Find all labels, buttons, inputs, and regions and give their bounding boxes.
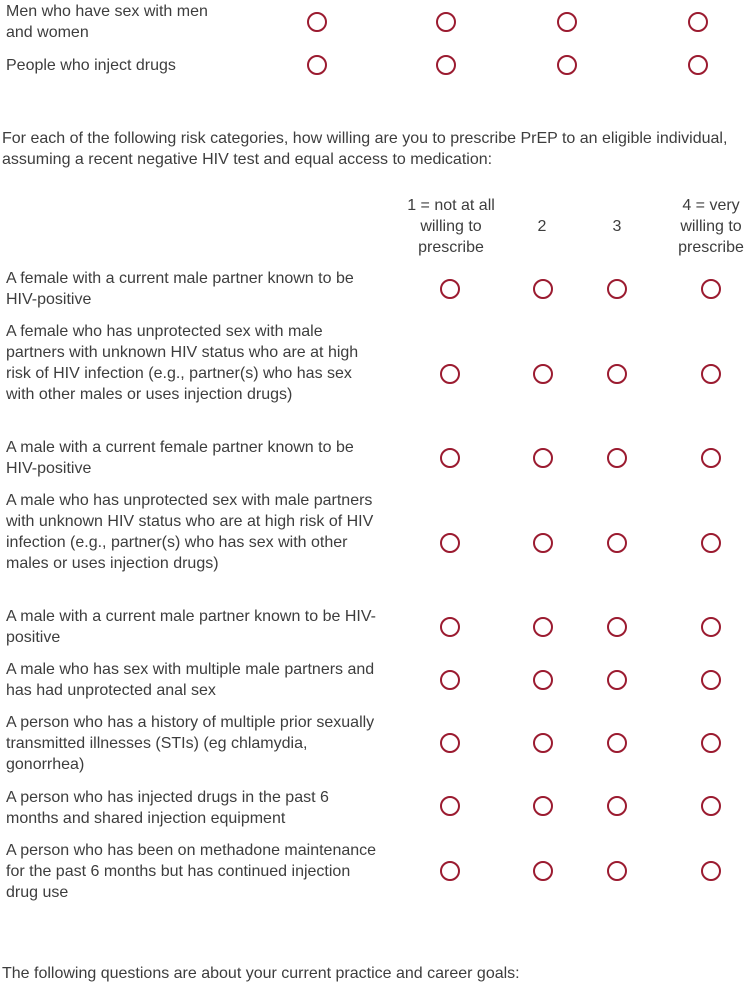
scale-header-3: 3 (612, 218, 622, 235)
willingness-row-9-option-1-radio[interactable] (440, 861, 460, 881)
prev-row-1-option-1-radio[interactable] (307, 12, 327, 32)
willingness-row-6-option-2-radio[interactable] (533, 670, 553, 690)
willingness-row-label-5: A male with a current male partner known to be HIV-positive (6, 608, 376, 646)
scale-header-1: 1 = not at all willing to prescribe (407, 197, 495, 256)
willingness-row-8-option-3-radio[interactable] (607, 796, 627, 816)
willingness-row-8-option-2-radio[interactable] (533, 796, 553, 816)
willingness-row-label-1: A female with a current male partner known to be HIV-positive (6, 270, 354, 308)
willingness-row-label-6: A male who has sex with multiple male partners and has had unprotected anal sex (6, 661, 375, 699)
prev-row-1-option-4-radio[interactable] (688, 12, 708, 32)
prev-row-2-option-2-radio[interactable] (436, 55, 456, 75)
scale-header-2: 2 (537, 218, 547, 235)
prev-row-label-2: People who inject drugs (6, 57, 176, 74)
prev-row-label-1: Men who have sex with men and women (6, 3, 208, 41)
willingness-row-5-option-3-radio[interactable] (607, 617, 627, 637)
next-section-intro: The following questions are about your current practice and career goals: (2, 965, 520, 982)
willingness-row-9-option-4-radio[interactable] (701, 861, 721, 881)
willingness-row-3-option-1-radio[interactable] (440, 448, 460, 468)
willingness-row-label-2: A female who has unprotected sex with male partners with unknown HIV status who are at high risk of HIV infection (e.g., partner(s) who has sex with other males or uses injection drugs) (6, 323, 359, 403)
willingness-row-4-option-1-radio[interactable] (440, 533, 460, 553)
prev-row-1-option-2-radio[interactable] (436, 12, 456, 32)
willingness-row-8-option-4-radio[interactable] (701, 796, 721, 816)
willingness-row-9-option-2-radio[interactable] (533, 861, 553, 881)
willingness-row-5-option-4-radio[interactable] (701, 617, 721, 637)
willingness-row-6-option-4-radio[interactable] (701, 670, 721, 690)
willingness-row-1-option-4-radio[interactable] (701, 279, 721, 299)
willingness-row-3-option-4-radio[interactable] (701, 448, 721, 468)
willingness-row-7-option-4-radio[interactable] (701, 733, 721, 753)
willingness-row-4-option-2-radio[interactable] (533, 533, 553, 553)
willingness-row-7-option-2-radio[interactable] (533, 733, 553, 753)
willingness-row-2-option-2-radio[interactable] (533, 364, 553, 384)
willingness-row-label-7: A person who has a history of multiple prior sexually transmitted illnesses (STIs) (eg chlamydia, gonorrhea) (6, 714, 375, 773)
willingness-row-4-option-3-radio[interactable] (607, 533, 627, 553)
willingness-row-3-option-2-radio[interactable] (533, 448, 553, 468)
willingness-row-2-option-3-radio[interactable] (607, 364, 627, 384)
willingness-row-7-option-1-radio[interactable] (440, 733, 460, 753)
willingness-row-label-9: A person who has been on methadone maintenance for the past 6 months but has continued injection drug use (6, 842, 377, 901)
willingness-row-9-option-3-radio[interactable] (607, 861, 627, 881)
prev-row-2-option-3-radio[interactable] (557, 55, 577, 75)
prev-row-2-option-4-radio[interactable] (688, 55, 708, 75)
willingness-row-1-option-1-radio[interactable] (440, 279, 460, 299)
willingness-row-3-option-3-radio[interactable] (607, 448, 627, 468)
willingness-row-2-option-4-radio[interactable] (701, 364, 721, 384)
willingness-row-6-option-3-radio[interactable] (607, 670, 627, 690)
willingness-row-1-option-2-radio[interactable] (533, 279, 553, 299)
willingness-row-2-option-1-radio[interactable] (440, 364, 460, 384)
prev-row-2-option-1-radio[interactable] (307, 55, 327, 75)
willingness-row-7-option-3-radio[interactable] (607, 733, 627, 753)
willingness-row-8-option-1-radio[interactable] (440, 796, 460, 816)
scale-header-4: 4 = very willing to prescribe (678, 197, 744, 256)
willingness-row-label-8: A person who has injected drugs in the past 6 months and shared injection equipment (6, 789, 329, 827)
willingness-row-1-option-3-radio[interactable] (607, 279, 627, 299)
willingness-question-prompt: For each of the following risk categories, how willing are you to prescribe PrEP to an eligible individual, assuming a recent negative HIV test and equal access to medication: (2, 130, 728, 168)
willingness-row-5-option-2-radio[interactable] (533, 617, 553, 637)
willingness-row-5-option-1-radio[interactable] (440, 617, 460, 637)
prev-row-1-option-3-radio[interactable] (557, 12, 577, 32)
willingness-row-6-option-1-radio[interactable] (440, 670, 460, 690)
willingness-row-label-3: A male with a current female partner known to be HIV-positive (6, 439, 354, 477)
willingness-row-4-option-4-radio[interactable] (701, 533, 721, 553)
willingness-row-label-4: A male who has unprotected sex with male partners with unknown HIV status who are at high risk of HIV infection (e.g., partner(s) who has sex with other males or uses injection drugs) (6, 492, 374, 572)
